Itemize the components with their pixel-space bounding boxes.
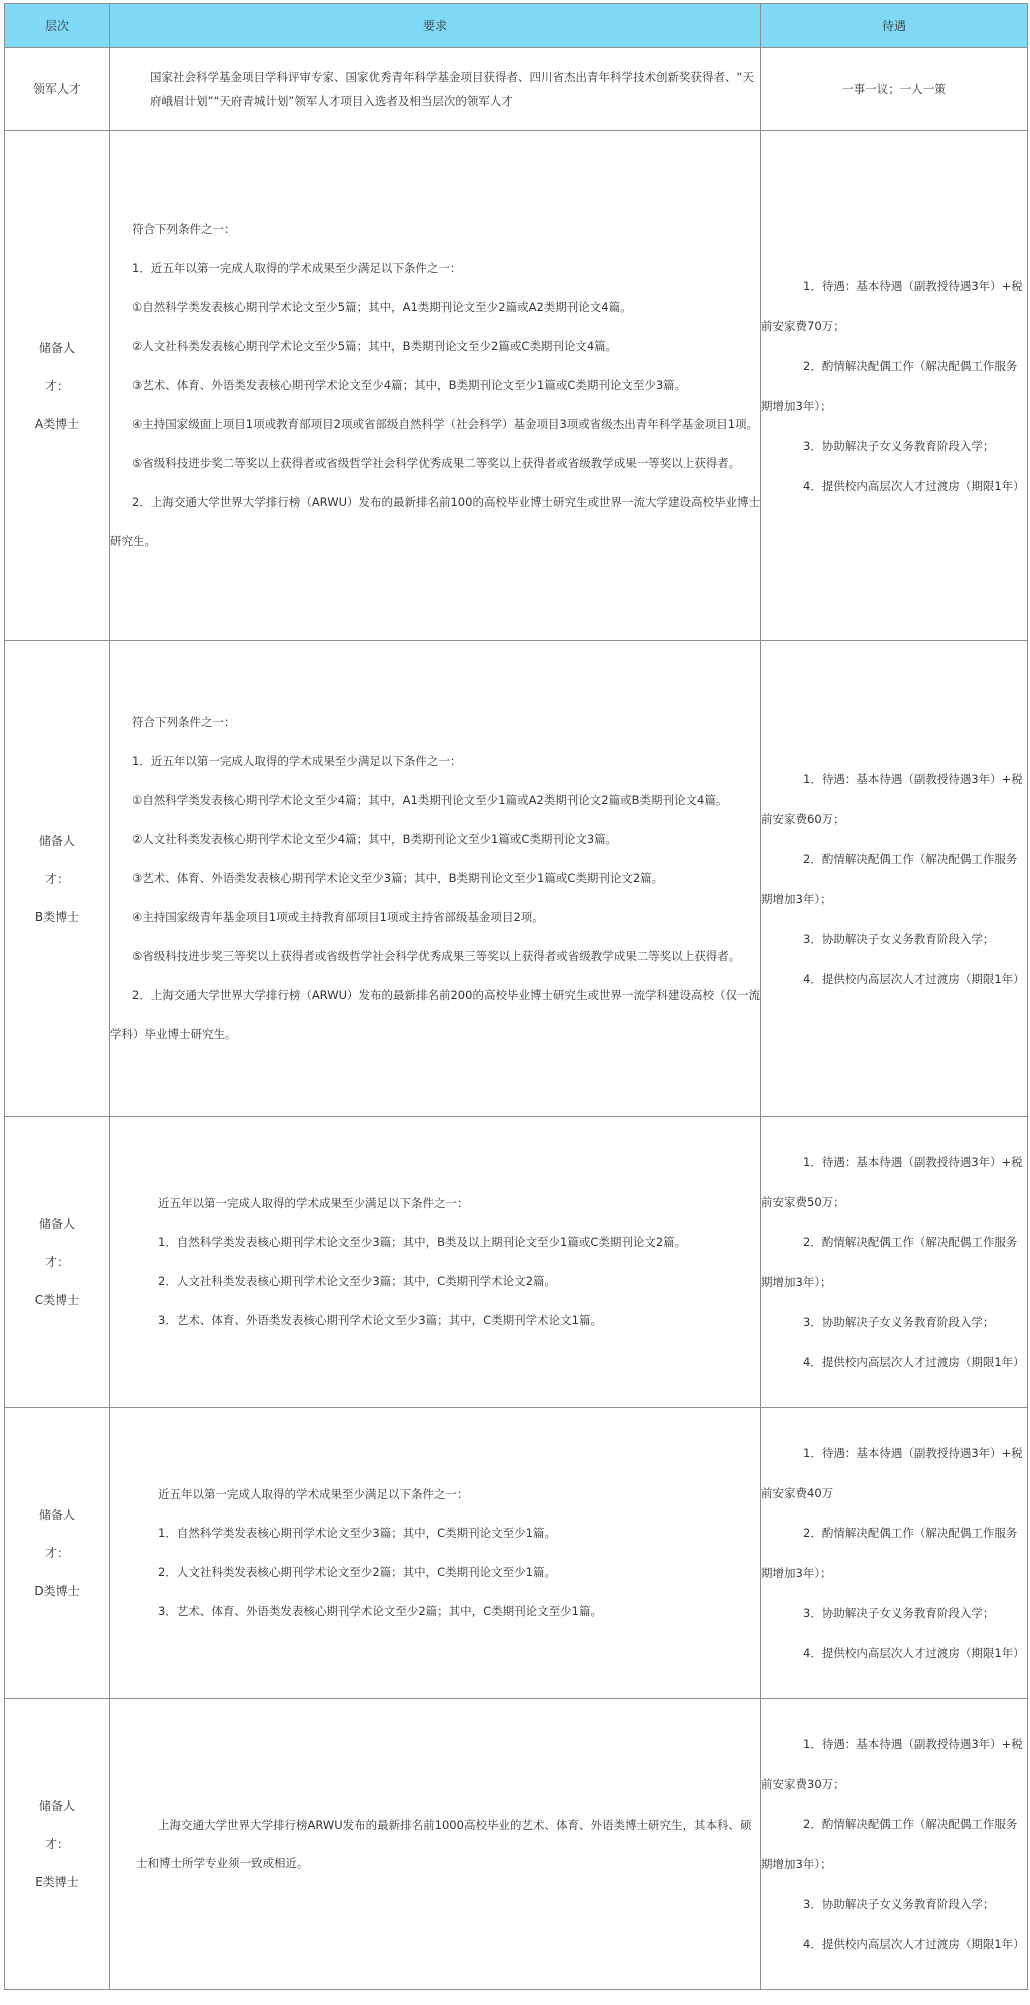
benefit-text <box>761 1884 1027 1924</box>
benefit-span: 4．提供校内高层次人才过渡房（期限1年） <box>803 1355 1025 1369</box>
benefit-span: 4．提供校内高层次人才过渡房（期限1年） <box>803 971 1025 986</box>
benefit-span: 2．酌情解决配偶工作（解决配偶工作服务期增加3年）； <box>761 358 1018 413</box>
table-row <box>5 48 1028 131</box>
table-row <box>5 1117 1028 1408</box>
benefit-text <box>761 1724 1027 1804</box>
requirement-text <box>110 444 760 483</box>
requirement-span: 2．上海交通大学世界大学排行榜（ARWU）发布的最新排名前100的高校毕业博士研究生或世界一流大学建设高校毕业博士研究生。 <box>110 495 760 548</box>
requirement-text <box>136 1806 760 1882</box>
benefit-text <box>761 959 1027 999</box>
table-row <box>5 641 1028 1117</box>
requirement-text: 近五年以第一完成人取得的学术成果至少满足以下条件之一： <box>158 1487 469 1501</box>
benefit-span: 2．酌情解决配偶工作（解决配偶工作服务期增加3年）； <box>761 1526 1018 1580</box>
level-label: 才： <box>44 871 69 886</box>
level-cell <box>5 131 110 641</box>
requirement-text <box>110 405 760 444</box>
requirement-text: 近五年以第一完成人取得的学术成果至少满足以下条件之一： <box>158 1196 469 1210</box>
requirement-span: ④主持国家级面上项目1项或教育部项目2项或省部级自然科学（社会科学）基金项目3项或省级杰出青年科学基金项目1项。 <box>132 417 759 431</box>
benefits-cell <box>761 48 1028 131</box>
benefit-span: 2．酌情解决配偶工作（解决配偶工作服务期增加3年）； <box>761 851 1018 906</box>
requirements-cell <box>110 1699 761 1990</box>
talent-policy-table <box>4 3 1028 1990</box>
benefit-span: 3．协助解决子女义务教育阶段入学； <box>803 1897 995 1911</box>
header-benefits: 待遇 <box>761 4 1028 48</box>
benefit-span: 4．提供校内高层次人才过渡房（期限1年） <box>803 1937 1025 1951</box>
level-label: 储备人 <box>38 833 75 848</box>
level-label: 才： <box>44 1837 69 1851</box>
benefit-span: 3．协助解决子女义务教育阶段入学； <box>803 931 995 946</box>
benefit-text <box>761 1633 1027 1673</box>
requirement-text: 1．自然科学类发表核心期刊学术论文至少3篇；其中，C类期刊论文至少1篇。 <box>158 1526 556 1540</box>
benefit-text <box>761 1142 1027 1222</box>
requirement-text: ④主持国家级青年基金项目1项或主持教育部项目1项或主持省部级基金项目2项。 <box>132 910 544 924</box>
level-label: A类博士 <box>34 416 80 431</box>
benefit-text <box>761 1302 1027 1342</box>
level-label: B类博士 <box>34 909 80 924</box>
level-label: D类博士 <box>34 1584 80 1598</box>
benefit-text <box>761 1593 1027 1633</box>
benefit-span: 3．协助解决子女义务教育阶段入学； <box>803 1315 995 1329</box>
requirements-cell <box>110 131 761 641</box>
level-label: 才： <box>44 1546 69 1560</box>
level-cell <box>5 1699 110 1990</box>
requirements-cell <box>110 48 761 131</box>
requirement-text: 1．近五年以第一完成人取得的学术成果至少满足以下条件之一： <box>132 754 462 768</box>
benefit-span: 1．待遇：基本待遇（副教授待遇3年）+税前安家费50万； <box>761 1155 1023 1209</box>
benefit-text <box>761 1924 1027 1964</box>
requirement-text: 3．艺术、体育、外语类发表核心期刊学术论文至少2篇；其中，C类期刊论文至少1篇。 <box>158 1604 602 1618</box>
benefit-text <box>761 1342 1027 1382</box>
benefit-text: 一事一议；一人一策 <box>842 82 946 96</box>
requirement-text: 2．人文社科类发表核心期刊学术论文至少3篇；其中，C类期刊学术论文2篇。 <box>158 1274 556 1288</box>
requirement-text <box>110 976 760 1054</box>
requirement-span: 2．上海交通大学世界大学排行榜（ARWU）发布的最新排名前200的高校毕业博士研究生或世界一流学科建设高校（仅一流学科）毕业博士研究生。 <box>110 988 760 1041</box>
table-row <box>5 1699 1028 1990</box>
benefit-span: 2．酌情解决配偶工作（解决配偶工作服务期增加3年）； <box>761 1817 1018 1871</box>
benefit-text <box>761 1222 1027 1302</box>
level-cell <box>5 641 110 1117</box>
requirement-text <box>110 483 760 561</box>
requirement-text: ①自然科学类发表核心期刊学术论文至少5篇；其中，A1类期刊论文至少2篇或A2类期刊论文4篇。 <box>132 300 632 314</box>
benefit-text <box>761 1513 1027 1593</box>
requirement-text <box>110 781 760 820</box>
requirements-cell <box>110 1408 761 1699</box>
requirement-text: ②人文社科类发表核心期刊学术论文至少4篇；其中，B类期刊论文至少1篇或C类期刊论文3篇。 <box>132 832 618 846</box>
header-requirements: 要求 <box>110 4 761 48</box>
requirement-span: ⑤省级科技进步奖三等奖以上获得者或省级哲学社会科学优秀成果三等奖以上获得者或省级教学成果二等奖以上获得者。 <box>132 949 741 963</box>
benefit-span: 1．待遇：基本待遇（副教授待遇3年）+税前安家费60万； <box>761 771 1023 826</box>
header-level: 层次 <box>5 4 110 48</box>
requirement-span: ⑤省级科技进步奖二等奖以上获得者或省级哲学社会科学优秀成果二等奖以上获得者或省级教学成果一等奖以上获得者。 <box>132 456 741 470</box>
level-label: 才： <box>44 378 69 393</box>
level-label: 才： <box>44 1255 69 1269</box>
level-label: 领军人才 <box>32 82 81 96</box>
requirement-span: ①自然科学类发表核心期刊学术论文至少4篇；其中，A1类期刊论文至少1篇或A2类期刊论文2篇或B类期刊论文4篇。 <box>132 793 728 807</box>
requirement-text: ②人文社科类发表核心期刊学术论文至少5篇；其中，B类期刊论文至少2篇或C类期刊论文4篇。 <box>132 339 618 353</box>
requirement-text <box>110 366 760 405</box>
requirement-text: 2．人文社科类发表核心期刊学术论文至少2篇；其中，C类期刊论文至少1篇。 <box>158 1565 556 1579</box>
requirement-text <box>110 937 760 976</box>
benefit-text <box>761 466 1027 506</box>
benefit-text <box>761 266 1027 346</box>
benefit-span: 4．提供校内高层次人才过渡房（期限1年） <box>803 1646 1025 1660</box>
table-header-row <box>5 4 1028 48</box>
benefit-span: 1．待遇：基本待遇（副教授待遇3年）+税前安家费70万； <box>761 278 1023 333</box>
benefit-text <box>761 1433 1027 1513</box>
level-label: 储备人 <box>38 1217 75 1231</box>
benefits-cell <box>761 641 1028 1117</box>
level-label: E类博士 <box>35 1875 79 1889</box>
requirement-text: 符合下列条件之一： <box>132 222 236 236</box>
benefit-span: 1．待遇：基本待遇（副教授待遇3年）+税前安家费30万； <box>761 1737 1023 1791</box>
benefit-span: 4．提供校内高层次人才过渡房（期限1年） <box>803 478 1025 493</box>
level-label: 储备人 <box>38 1508 75 1522</box>
requirement-span: ③艺术、体育、外语类发表核心期刊学术论文至少4篇；其中，B类期刊论文至少1篇或C类期刊论文至少3篇。 <box>132 378 687 392</box>
table-row <box>5 1408 1028 1699</box>
benefit-text <box>761 919 1027 959</box>
benefit-text <box>761 839 1027 919</box>
requirements-cell <box>110 1117 761 1408</box>
benefits-cell <box>761 1117 1028 1408</box>
requirement-text: ③艺术、体育、外语类发表核心期刊学术论文至少3篇；其中，B类期刊论文至少1篇或C类期刊论文2篇。 <box>132 871 664 885</box>
benefit-span: 3．协助解决子女义务教育阶段入学； <box>803 1606 995 1620</box>
level-cell <box>5 1117 110 1408</box>
benefits-cell <box>761 1408 1028 1699</box>
level-label: 储备人 <box>38 1799 75 1813</box>
level-label: C类博士 <box>34 1293 80 1307</box>
benefit-span: 2．酌情解决配偶工作（解决配偶工作服务期增加3年）； <box>761 1235 1018 1289</box>
level-label: 储备人 <box>38 340 75 355</box>
benefits-cell <box>761 131 1028 641</box>
requirement-text: 国家社会科学基金项目学科评审专家、国家优秀青年科学基金项目获得者、四川省杰出青年科学技术创新奖获得者、“天府峨眉计划”“天府青城计划”领军人才项目入选者及相当层次的领军人才 <box>150 70 754 108</box>
table-row <box>5 131 1028 641</box>
requirements-cell <box>110 641 761 1117</box>
level-cell <box>5 1408 110 1699</box>
benefit-text <box>761 759 1027 839</box>
benefit-text <box>761 426 1027 466</box>
benefit-span: 3．协助解决子女义务教育阶段入学； <box>803 438 995 453</box>
level-cell <box>5 48 110 131</box>
benefit-text <box>761 346 1027 426</box>
talent-table-container <box>4 3 1027 1990</box>
benefit-span: 1．待遇：基本待遇（副教授待遇3年）+税前安家费40万 <box>761 1446 1023 1500</box>
requirement-span: 上海交通大学世界大学排行榜ARWU发布的最新排名前1000高校毕业的艺术、体育、外语类博士研究生，其本科、硕士和博士所学专业须一致或相近。 <box>136 1818 752 1870</box>
benefits-cell <box>761 1699 1028 1990</box>
benefit-text <box>761 1804 1027 1884</box>
requirement-text: 1．近五年以第一完成人取得的学术成果至少满足以下条件之一： <box>132 261 462 275</box>
requirement-text: 符合下列条件之一： <box>132 715 236 729</box>
requirement-text: 3．艺术、体育、外语类发表核心期刊学术论文至少3篇；其中，C类期刊学术论文1篇。 <box>158 1313 602 1327</box>
requirement-text: 1．自然科学类发表核心期刊学术论文至少3篇；其中，B类及以上期刊论文至少1篇或C类期刊论文2篇。 <box>158 1235 687 1249</box>
